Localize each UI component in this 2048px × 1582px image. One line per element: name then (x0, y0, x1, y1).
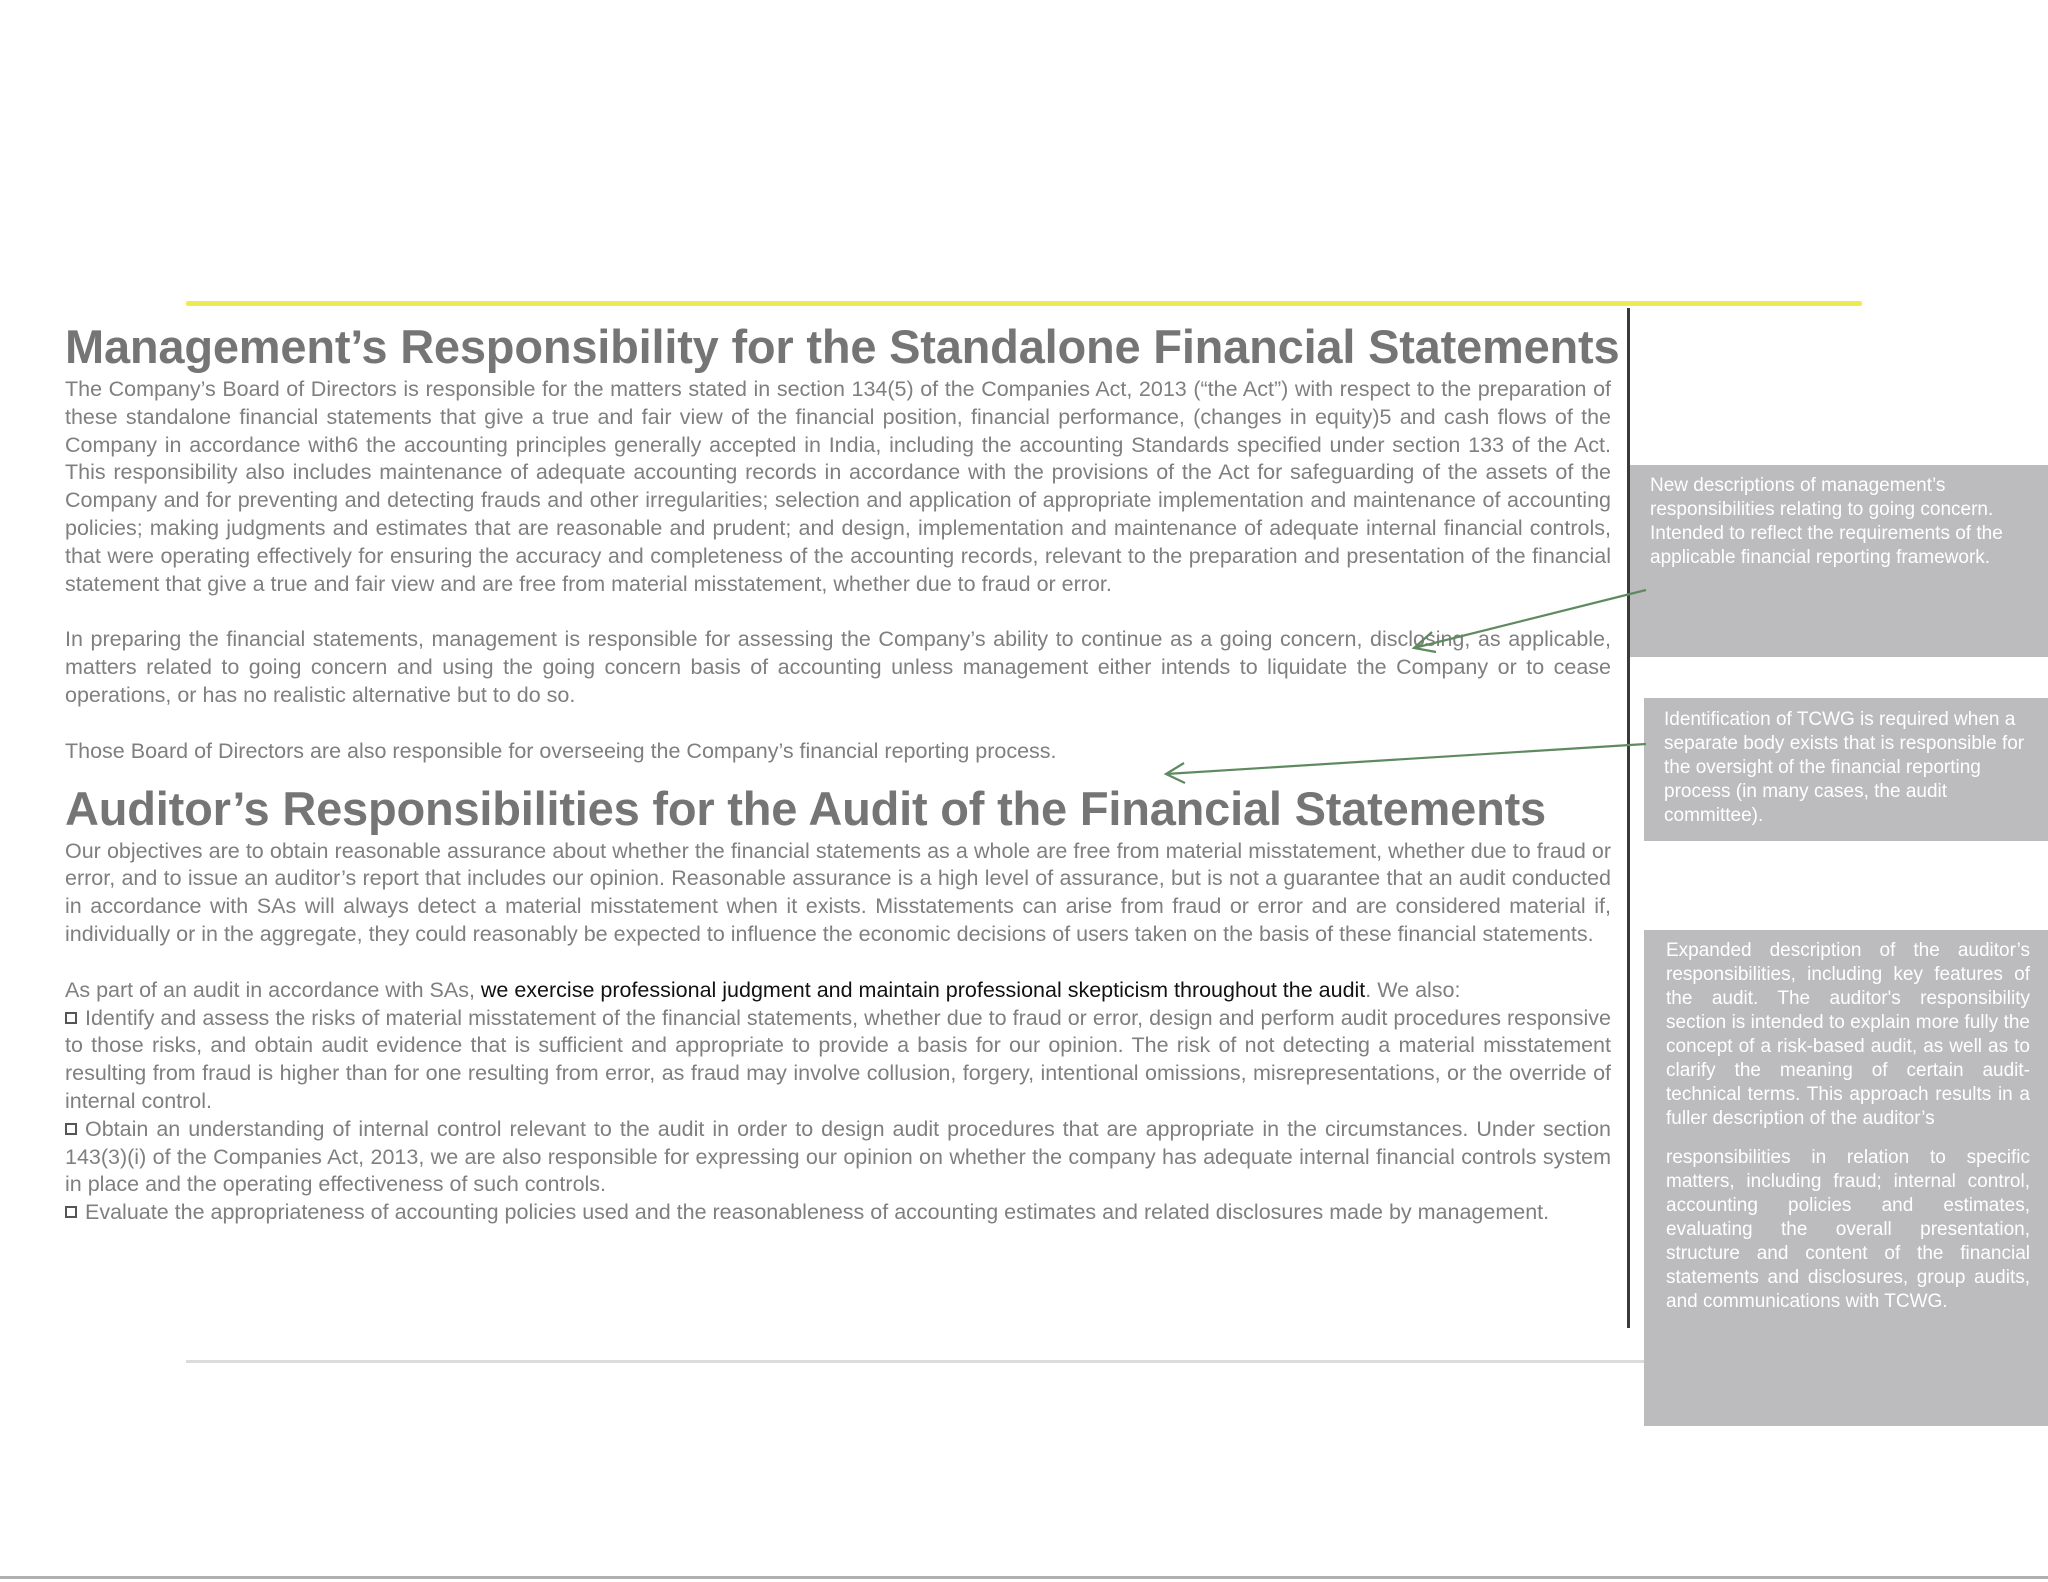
tcwg-note-text: Identification of TCWG is required when a separate body exists that is responsible for the oversight of the financial reporting process (in many cases, the audit committee). (1664, 709, 2025, 826)
going-concern-note-text: New descriptions of management’s responsibilities relating to going concern. Intended to reflect the requirements of the applicable financial reporting framework. (1650, 475, 2003, 568)
auditor-paragraph-1: Our objectives are to obtain reasonable assurance about whether the financial statements as a whole are free from material misstatement, whether due to fraud or error, and to issue an auditor’s report that includes our opinion. Reasonable assurance is a high level of assurance, but is not a guarantee that an audit conducted in accordance with SAs will always detect a material misstatement when it exists. Misstatements can arise from fraud or error and are considered material if, individually or in the aggregate, they could reasonably be expected to influence the economic decisions of users taken on the basis of these financial statements. (65, 838, 1611, 946)
auditor-paragraph-2-emphasis: we exercise professional judgment and maintain professional skepticism throughout the audit (480, 977, 1366, 1002)
management-section-title: Management’s Responsibility for the Standalone Financial Statements (65, 320, 1620, 373)
auditor-bullet-1: Identify and assess the risks of material misstatement of the financial statements, whether due to fraud or error, design and perform audit procedures responsive to those risks, and obtain audit evidence that is sufficient and appropriate to provide a basis for our opinion. The risk of not detecting a material misstatement resulting from fraud is higher than for one resulting from error, as fraud may involve collusion, forgery, intentional omissions, misrepresentations, or the override of internal control. (65, 1005, 1611, 1113)
column-divider (1627, 308, 1630, 1328)
auditor-bullet-3: Evaluate the appropriateness of accounting policies used and the reasonableness of accounting estimates and related disclosures made by management. (65, 1199, 1611, 1227)
auditor-responsibilities-note (1644, 930, 2048, 1426)
auditor-paragraph-2-lead: As part of an audit in accordance with SAs, (65, 977, 481, 1002)
main-content (65, 318, 1620, 1227)
header-accent-rule (186, 301, 1862, 306)
auditor-paragraph-2 (65, 977, 1611, 1005)
checkbox-bullet-icon (65, 1123, 77, 1135)
footer-rule (186, 1360, 1646, 1363)
checkbox-bullet-icon (65, 1206, 77, 1218)
management-paragraph-3: Those Board of Directors are also responsible for overseeing the Company’s financial reporting process. (65, 738, 1057, 763)
management-paragraph-2: In preparing the financial statements, management is responsible for assessing the Company’s ability to continue as a going concern, disclosing, as applicable, matters related to going concern and using the going concern basis of accounting unless management either intends to liquidate the Company or to cease operations, or has no realistic alternative but to do so. (65, 627, 1611, 707)
checkbox-bullet-icon (65, 1012, 77, 1024)
management-paragraph-1: The Company’s Board of Directors is responsible for the matters stated in section 134(5) of the Companies Act, 2013 (“the Act”) with respect to the preparation of these standalone financial statements that give a true and fair view of the financial position, financial performance, (changes in equity)5 and cash flows of the Company in accordance with6 the accounting principles generally accepted in India, including the accounting Standards specified under section 133 of the Act. This responsibility also includes maintenance of adequate accounting records in accordance with the provisions of the Act for safeguarding of the assets of the Company and for preventing and detecting frauds and other irregularities; selection and application of appropriate implementation and maintenance of accounting policies; making judgments and estimates that are reasonable and prudent; and design, implementation and maintenance of adequate internal financial controls, that were operating effectively for ensuring the accuracy and completeness of the accounting records, relevant to the preparation and presentation of the financial statement that give a true and fair view and are free from material misstatement, whether due to fraud or error. (65, 377, 1611, 596)
page-bottom-rule (0, 1576, 2048, 1579)
auditor-section-title: Auditor’s Responsibilities for the Audit of the Financial Statements (65, 781, 1546, 835)
going-concern-note (1630, 465, 2048, 657)
tcwg-note (1644, 698, 2048, 841)
auditor-bullet-2: Obtain an understanding of internal control relevant to the audit in order to design audit procedures that are appropriate in the circumstances. Under section 143(3)(i) of the Companies Act, 2013, we are also responsible for expressing our opinion on whether the company has adequate internal financial controls system in place and the operating effectiveness of such controls. (65, 1116, 1611, 1197)
auditor-note-text-part-1: Expanded description of the auditor’s responsibilities, including key features of the audit. The auditor's responsibility section is intended to explain more fully the concept of a risk-based audit, as well as to clarify the meaning of certain audit-technical terms. This approach results in a fuller description of the auditor’s (1666, 940, 2030, 1129)
auditor-paragraph-2-tail: . We also: (1365, 977, 1461, 1002)
auditor-note-text-part-2: responsibilities in relation to specific matters, including fraud; internal control, accounting policies and estimates, evaluating the overall presentation, structure and content of the financial statements and disclosures, group audits, and communications with TCWG. (1666, 1147, 2030, 1312)
